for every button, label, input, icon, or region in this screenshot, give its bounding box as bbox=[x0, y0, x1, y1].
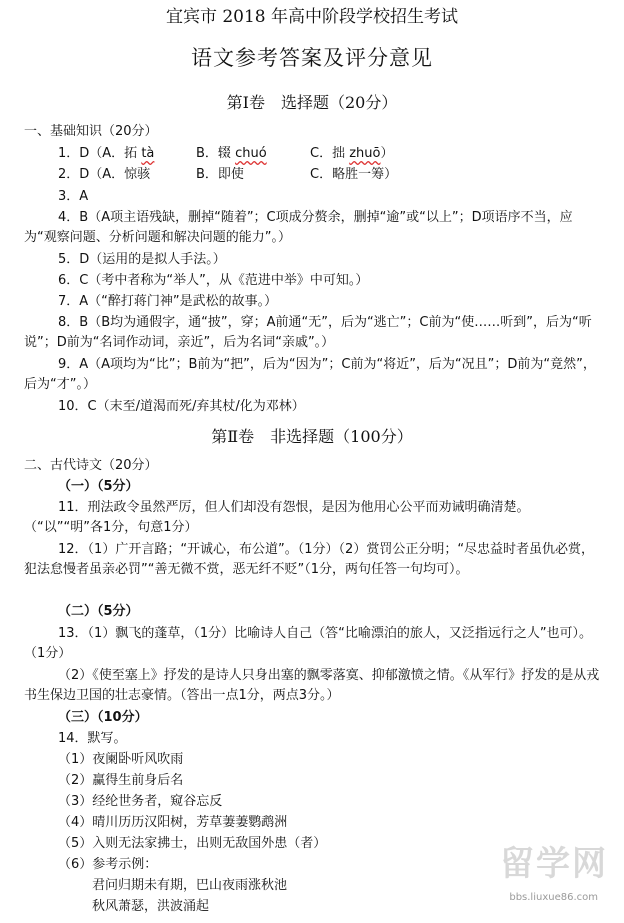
q12-answer: 12．（1）广开言路；“开诚心，布公道”。（1分）（2）赏罚公正分明；“尽忠益时者虽仇必赏，犯法怠慢者虽亲必罚”“善无微不赏，恶无纤不贬”（1分，两句任答一句均可）。 bbox=[24, 542, 595, 577]
q14-example: 君问归期未有期，巴山夜雨涨秋池 bbox=[92, 878, 288, 893]
q7-answer: 7．A（“醉打蒋门神”是武松的故事。） bbox=[58, 294, 278, 309]
q3-answer: 3．A bbox=[58, 189, 89, 204]
q13-part1: 13．（1）飘飞的蓬草，（1分）比喻诗人自己（答“比喻漂泊的旅人，又泛指远行之人”也可）。（1分） bbox=[24, 626, 593, 661]
q1-option-a bbox=[58, 144, 154, 164]
part2-heading: 第Ⅱ卷 非选择题（100分） bbox=[211, 427, 413, 446]
q14-item: （6）参考示例： bbox=[58, 857, 158, 872]
q13-part2: （2）《使至塞上》抒发的是诗人只身出塞的飘零落寞、抑郁激愤之情。《从军行》抒发的是从戎书生保边卫国的壮志豪情。（答出一点1分，两点3分。） bbox=[24, 668, 600, 703]
q14-item: （5）入则无法家拂士，出则无敌国外患（者） bbox=[58, 836, 327, 851]
q1-option-c bbox=[310, 144, 394, 164]
q14-example: 秋风萧瑟，洪波涌起 bbox=[92, 899, 210, 914]
watermark-url: bbs.liuxue86.com bbox=[509, 892, 598, 903]
q14-item: （1）夜阑卧听风吹雨 bbox=[58, 752, 184, 767]
q1-a-pinyin: tà bbox=[141, 146, 155, 161]
q1-b-text: B．辍 bbox=[196, 146, 231, 161]
q2-option-b: B．即使 bbox=[196, 167, 244, 182]
subsection-2-title: （二）（5分） bbox=[58, 604, 139, 619]
section2-title: 二、古代诗文（20分） bbox=[24, 458, 158, 473]
q1-option-b bbox=[196, 144, 267, 164]
site-watermark bbox=[454, 844, 614, 909]
q10-answer: 10．C（末至/道渴而死/弃其杖/化为邓林） bbox=[58, 399, 305, 414]
q11-answer: 11．刑法政令虽然严厉，但人们却没有怨恨，是因为他用心公平而劝诫明确清楚。（“以”“明”各1分，句意1分） bbox=[24, 500, 530, 535]
q2-option-a: 2．D（A．惊骇 bbox=[58, 167, 151, 182]
q14-item: （4）晴川历历汉阳树，芳草萋萋鹦鹉洲 bbox=[58, 815, 288, 830]
q5-answer: 5．D（运用的是拟人手法。） bbox=[58, 252, 226, 267]
q2-option-c: C．略胜一筹） bbox=[310, 167, 398, 182]
q1-c-text: C．拙 bbox=[310, 146, 346, 161]
subsection-3-title: （三）（10分） bbox=[58, 710, 148, 725]
q8-answer: 8．B（B均为通假字，通“披”，穿；A前通“无”，后为“逃亡”；C前为“使……听到”，后为“听说”；D前为“名词作动词，亲近”，后为名词“亲戚”。） bbox=[24, 315, 592, 350]
watermark-logo-text: 留学网 bbox=[500, 844, 608, 884]
q4-answer: 4．B（A项主语残缺，删掉“随着”；C项成分赘余，删掉“逾”或“以上”；D项语序不当，应为“观察问题、分析问题和解决问题的能力”。） bbox=[24, 210, 573, 245]
q1-a-text: 1．D（A．拓 bbox=[58, 146, 138, 161]
q1-close: ） bbox=[380, 146, 394, 161]
q14-item: （3）经纶世务者，窥谷忘反 bbox=[58, 794, 223, 809]
q9-answer: 9．A（A项均为“比”；B前为“把”，后为“因为”；C前为“将近”，后为“况且”；D前为“竟然”，后为“才”。） bbox=[24, 357, 596, 392]
q1-b-pinyin: chuó bbox=[235, 146, 267, 161]
section1-title: 一、基础知识（20分） bbox=[24, 124, 158, 139]
q1-c-pinyin: zhuō bbox=[349, 146, 381, 161]
part1-heading: 第Ⅰ卷 选择题（20分） bbox=[226, 93, 398, 112]
q14-item: （2）赢得生前身后名 bbox=[58, 773, 184, 788]
subsection-1-title: （一）（5分） bbox=[58, 479, 139, 494]
document-title: 语文参考答案及评分意见 bbox=[191, 46, 433, 70]
q6-answer: 6．C（考中者称为“举人”，从《范进中举》中可知。） bbox=[58, 273, 369, 288]
exam-title: 宜宾市 2018 年高中阶段学校招生考试 bbox=[165, 7, 459, 27]
q14-title: 14．默写。 bbox=[58, 731, 127, 746]
